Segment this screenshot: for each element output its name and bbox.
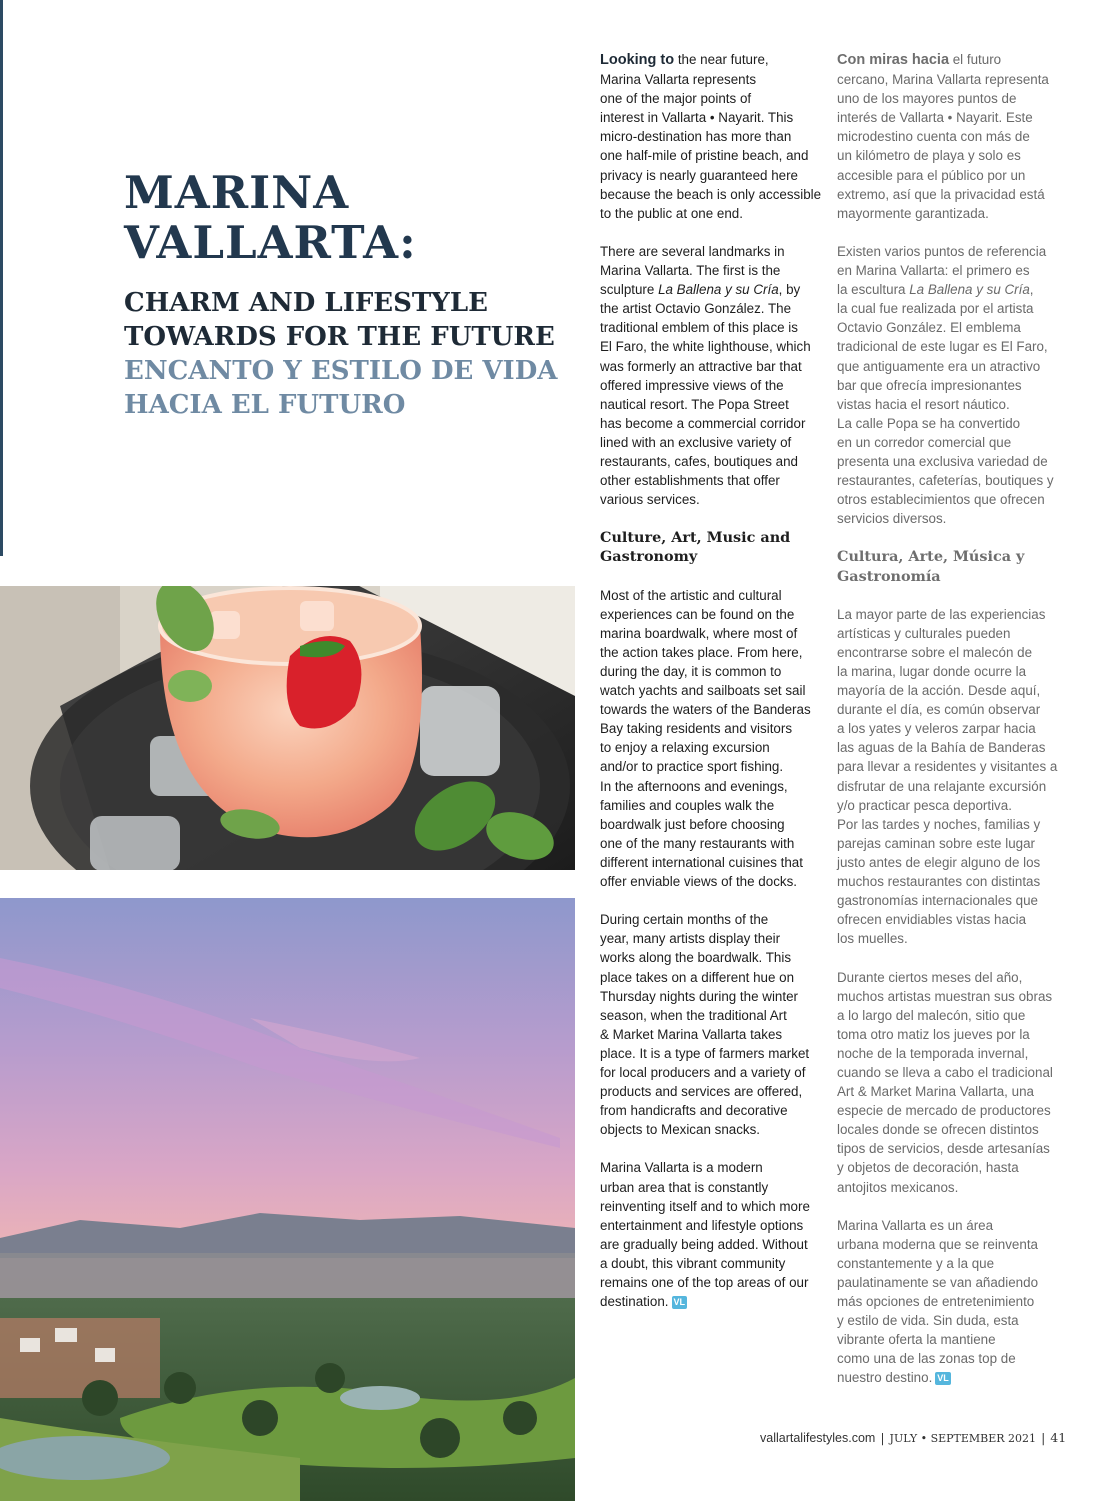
text-line: the near future, [674, 52, 769, 67]
text-line: artísticas y culturales pueden [837, 625, 1011, 641]
title-line: VALLARTA: [124, 216, 417, 269]
text-fragment: sculpture [600, 282, 659, 298]
text-fragment: , by [778, 282, 801, 298]
text-line: para llevar a residentes y visitantes a [837, 759, 1058, 775]
text-line: watch yachts and sailboats set sail [600, 683, 806, 699]
text-line: que antiguamente era un atractivo [837, 358, 1041, 374]
text-line: restaurantes, cafeterías, boutiques y [837, 473, 1054, 489]
heading-line: Cultura, Arte, Música y [837, 548, 1025, 566]
text-line: Octavio González. El emblema [837, 320, 1021, 336]
text-line: nautical resort. The Popa Street [600, 396, 789, 412]
spanish-section-heading [837, 547, 1053, 585]
text-line: vibrante oferta la mantiene [837, 1332, 996, 1348]
text-line: Marina Vallarta is a modern [600, 1160, 763, 1176]
text-line: Existen varios puntos de referencia [837, 243, 1047, 259]
text-line: are gradually being added. Without [600, 1236, 808, 1252]
text-line: Most of the artistic and cultural [600, 587, 782, 603]
text-line: and/or to practice sport fishing. [600, 759, 784, 775]
text-line: vistas hacia el resort náutico. [837, 396, 1010, 412]
text-line: antojitos mexicanos. [837, 1179, 959, 1195]
spanish-column [837, 50, 1058, 1407]
spanish-lead-in: Con miras hacia [837, 52, 950, 68]
text-line: Marina Vallarta. The first is the [600, 263, 781, 279]
text-line: la marina, lugar donde ocurre la [837, 664, 1027, 679]
text-line: accesible para el público por un [837, 167, 1026, 183]
text-line: offer enviable views of the docks. [600, 874, 798, 890]
english-paragraph-2 [600, 242, 816, 509]
text-line: La calle Popa se ha convertido [837, 415, 1021, 431]
text-line: for local producers and a variety of [600, 1064, 806, 1080]
text-line: products and services are offered, [600, 1084, 803, 1100]
text-line: y objetos de decoración, hasta [837, 1160, 1019, 1176]
text-line: Art & Market Marina Vallarta, una [837, 1084, 1034, 1100]
text-line: uno de los mayores puntos de [837, 91, 1017, 107]
text-line: locales donde se ofrecen distintos [837, 1122, 1039, 1138]
text-line: las aguas de la Bahía de Banderas [837, 740, 1046, 756]
english-lead-in: Looking to [600, 52, 675, 68]
text-line: a los yates y veleros zarpar hacia [837, 721, 1036, 737]
spanish-paragraph-3 [837, 605, 1058, 949]
spanish-paragraph-5 [837, 1216, 1053, 1388]
text-line: traditional emblem of this place is [600, 320, 798, 336]
spanish-paragraph-1 [837, 50, 1053, 223]
text-line: privacy is nearly guaranteed here [600, 167, 798, 183]
text-line: restaurants, cafes, boutiques and [600, 453, 799, 469]
english-paragraph-1 [600, 50, 822, 223]
text-line: one of the many restaurants with [600, 835, 795, 851]
sculpture-name: La Ballena y su Cría [909, 282, 1030, 298]
text-line: parejas caminan sobre este lugar [837, 835, 1035, 851]
text-line: muchos artistas muestran sus obras [837, 988, 1053, 1004]
text-line: paulatinamente se van añadiendo [837, 1275, 1039, 1290]
text-line: cuando se lleva a cabo el tradicional [837, 1064, 1053, 1080]
page-number: 41 [1050, 1430, 1067, 1445]
sunset-illustration [0, 898, 575, 1501]
text-line: reinventing itself and to which more [600, 1198, 810, 1214]
english-section-heading [600, 528, 816, 566]
subtitle-spanish [124, 354, 564, 422]
text-line: cercano, Marina Vallarta representa [837, 72, 1049, 88]
text-line: noche de la temporada invernal, [837, 1045, 1029, 1061]
text-line: disfrutar de una relajante excursión [837, 778, 1047, 794]
text-line: There are several landmarks in [600, 243, 785, 259]
text-line: lined with an exclusive variety of [600, 434, 792, 450]
text-line: was formerly an attractive bar that [600, 358, 802, 374]
heading-line: Gastronomía [837, 567, 941, 585]
text-line: urban area that is constantly [600, 1179, 769, 1195]
text-line: towards the waters of the Banderas [600, 702, 811, 718]
sunset-aerial-photo [0, 898, 575, 1501]
vl-logo-badge: VL [673, 1297, 686, 1308]
text-line: year, many artists display their [600, 931, 781, 947]
text-line: remains one of the top areas of our [600, 1275, 809, 1290]
text-line: Por las tardes y noches, familias y [837, 816, 1041, 832]
text-line: interest in Vallarta • Nayarit. This [600, 110, 794, 126]
text-line: especie de mercado de productores [837, 1103, 1051, 1119]
spanish-paragraph-4 [837, 968, 1053, 1197]
page-title [124, 168, 564, 268]
subtitle-line: TOWARDS FOR THE FUTURE [124, 322, 555, 352]
english-paragraph-4 [600, 910, 816, 1139]
text-line: different international cuisines that [600, 854, 803, 870]
text-line: the action takes place. From here, [600, 644, 803, 660]
text-line: ofrecen envidiables vistas hacia [837, 912, 1027, 928]
text-line: y/o practicar pesca deportiva. [837, 797, 1012, 813]
text-line: urbana moderna que se reinventa [837, 1236, 1038, 1252]
text-line: constantemente y a la que [837, 1255, 995, 1271]
text-line: gastronomías internacionales que [837, 893, 1038, 909]
english-paragraph-3 [600, 586, 816, 892]
page-footer [760, 1430, 1067, 1445]
subtitle-line: CHARM AND LIFESTYLE [124, 288, 488, 318]
heading-line: Gastronomy [600, 548, 698, 566]
text-line: from handicrafts and decorative [600, 1103, 788, 1119]
text-line: works along the boardwalk. This [600, 950, 792, 966]
text-line: to enjoy a relaxing excursion [600, 740, 770, 756]
text-line: mayoría de la acción. Desde aquí, [837, 683, 1041, 699]
text-fragment: , [1029, 282, 1034, 298]
text-line: otros establecimientos que ofrecen [837, 492, 1045, 508]
text-line: boardwalk just before choosing [600, 816, 785, 832]
text-line: un kilómetro de playa y solo es [837, 148, 1021, 164]
text-line: interés de Vallarta • Nayarit. Este [837, 110, 1033, 126]
text-line: encontrarse sobre el malecón de [837, 644, 1033, 660]
text-line: presenta una exclusiva variedad de [837, 453, 1048, 469]
text-line: en Marina Vallarta: el primero es [837, 263, 1030, 279]
text-line: Bay taking residents and visitors [600, 721, 793, 737]
text-line: During certain months of the [600, 912, 769, 928]
text-line: offered impressive views of the [600, 377, 784, 393]
text-line: El Faro, the white lighthouse, which [600, 339, 811, 355]
text-line: to the public at one end. [600, 205, 743, 221]
text-line: has become a commercial corridor [600, 415, 806, 431]
text-line: extremo, así que la privacidad está [837, 186, 1045, 202]
text-line: servicios diversos. [837, 511, 947, 527]
subtitle-english [124, 286, 564, 354]
text-line: place. It is a type of farmers market [600, 1045, 810, 1061]
text-line: mayormente garantizada. [837, 205, 989, 221]
text-line: bar que ofrecía impresionantes [837, 377, 1022, 393]
text-line: season, when the traditional Art [600, 1007, 787, 1023]
text-line: micro-destination has more than [600, 129, 792, 145]
text-line: various services. [600, 492, 700, 508]
text-line: a lo largo del malecón, sitio que [837, 1007, 1026, 1023]
text-line: el futuro [949, 52, 1002, 67]
footer-website-link[interactable]: vallartalifestyles.com [760, 1431, 876, 1445]
text-line: nuestro destino. [837, 1370, 933, 1386]
text-line: Marina Vallarta es un área [837, 1217, 994, 1233]
text-line: toma otro matiz los jueves por la [837, 1026, 1030, 1042]
text-line: entertainment and lifestyle options [600, 1217, 804, 1233]
text-line: justo antes de elegir alguno de los [837, 854, 1041, 870]
text-line: la cual fue realizada por el artista [837, 301, 1034, 317]
text-line: place takes on a different hue on [600, 969, 795, 985]
text-line: marina boardwalk, where most of [600, 625, 798, 641]
text-line: muchos restaurantes con distintas [837, 874, 1041, 890]
text-line: one half-mile of pristine beach, and [600, 148, 809, 164]
text-line: a doubt, this vibrant community [600, 1255, 786, 1271]
text-line: during the day, it is common to [600, 664, 782, 679]
text-line: y estilo de vida. Sin duda, esta [837, 1313, 1019, 1329]
text-line: Durante ciertos meses del año, [837, 969, 1023, 985]
cocktail-photo [0, 586, 575, 870]
text-line: los muelles. [837, 931, 908, 947]
vl-logo-badge: VL [937, 1373, 949, 1384]
text-fragment: la escultura [837, 282, 910, 298]
text-line: La mayor parte de las experiencias [837, 606, 1046, 622]
article-title-block [124, 168, 564, 422]
text-line: the artist Octavio González. The [600, 301, 792, 317]
sculpture-name: La Ballena y su Cría [658, 282, 779, 298]
text-line: microdestino cuenta con más de [837, 129, 1030, 145]
text-line: como una de las zonas top de [837, 1351, 1016, 1367]
left-edge-rule [0, 0, 3, 556]
text-line: tipos de servicios, desde artesanías [837, 1141, 1050, 1157]
spanish-paragraph-2 [837, 242, 1053, 528]
text-line: más opciones de entretenimiento [837, 1294, 1035, 1310]
text-line: tradicional de este lugar es El Faro, [837, 339, 1048, 355]
english-column [600, 50, 822, 1330]
english-paragraph-5 [600, 1158, 816, 1311]
heading-line: Culture, Art, Music and [600, 529, 791, 547]
footer-issue-date: JULY • SEPTEMBER 2021 [889, 1432, 1037, 1445]
text-line: destination. [600, 1294, 669, 1310]
subtitle-line: HACIA EL FUTURO [124, 390, 406, 420]
text-line: experiences can be found on the [600, 606, 795, 622]
title-line: MARINA [124, 166, 350, 219]
subtitle-line: ENCANTO Y ESTILO DE VIDA [124, 356, 558, 386]
footer-separator: | [880, 1430, 885, 1445]
text-line: other establishments that offer [600, 473, 780, 489]
text-line: Marina Vallarta represents [600, 72, 757, 88]
text-line: families and couples walk the [600, 797, 775, 813]
text-line: In the afternoons and evenings, [600, 778, 788, 794]
text-line: one of the major points of [600, 91, 752, 107]
text-line: Thursday nights during the winter [600, 988, 798, 1004]
footer-separator: | [1041, 1430, 1046, 1445]
text-line: & Market Marina Vallarta takes [600, 1026, 783, 1042]
text-line: objects to Mexican snacks. [600, 1122, 761, 1138]
cocktail-illustration [0, 586, 575, 870]
text-line: durante el día, es común observar [837, 702, 1041, 718]
text-line: because the beach is only accessible [600, 186, 822, 202]
text-line: en un corredor comercial que [837, 434, 1012, 450]
